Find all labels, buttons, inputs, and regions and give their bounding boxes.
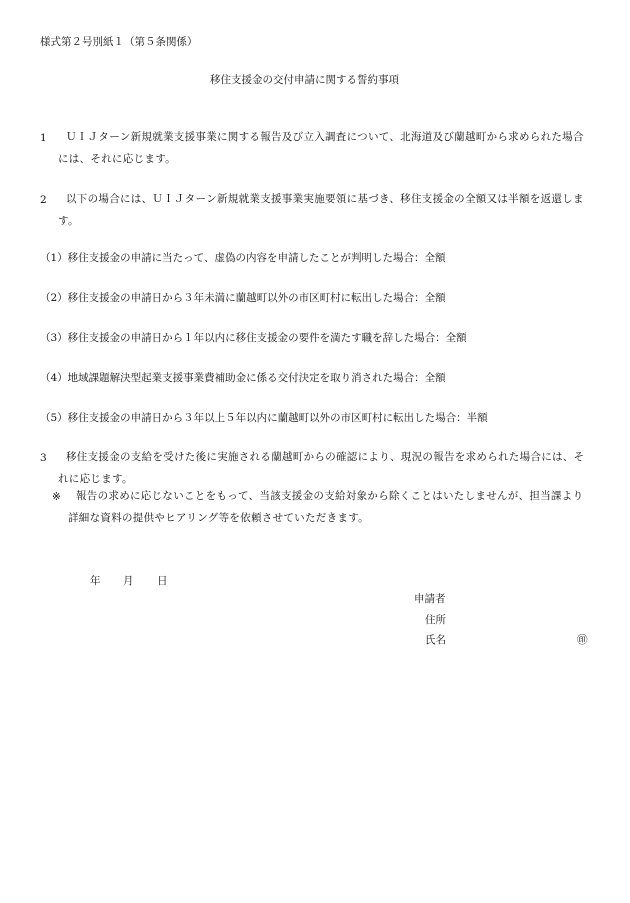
date-month: 月 — [123, 575, 134, 587]
form-id: 様式第２号別紙１（第５条関係） — [40, 36, 198, 48]
item-1-text: ＵＩＪターン新規就業支援事業に関する報告及び立入調査について、北海道及び蘭越町から求められた場合には、それに応じます。 — [58, 131, 584, 165]
note-mark: ※ — [52, 491, 61, 503]
date-year: 年 — [90, 575, 101, 587]
item-2-text: 以下の場合には、ＵＩＪターン新規就業支援事業実施要領に基づき、移住支援金の全額又は半額を返還します。 — [58, 193, 584, 227]
subitem-2: （2）移住支援金の申請日から３年未満に蘭越町以外の市区町村に転出した場合：全額 — [40, 292, 446, 304]
note-text: 報告の求めに応じないことをもって、当該支援金の支給対象から除くことはいたしませんが、担当課より詳細な資料の提供やヒアリング等を依頼させていただきます。 — [68, 490, 584, 524]
name-label: 氏名 — [425, 634, 446, 646]
item-3-number: 3 — [40, 452, 47, 464]
subitem-1: （1）移住支援金の申請に当たって、虚偽の内容を申請したことが判明した場合：全額 — [40, 252, 446, 264]
applicant-label: 申請者 — [414, 593, 446, 605]
address-label: 住所 — [425, 614, 446, 626]
subitem-4: （4）地域課題解決型起業支援事業費補助金に係る交付決定を取り消された場合：全額 — [40, 372, 446, 384]
seal-mark: ㊞ — [577, 634, 588, 646]
item-1-number: 1 — [40, 132, 47, 144]
date-day: 日 — [157, 575, 168, 587]
subitem-5: （5）移住支援金の申請日から３年以上５年以内に蘭越町以外の市区町村に転出した場合：半額 — [40, 412, 488, 424]
item-3-text: 移住支援金の支給を受けた後に実施される蘭越町からの確認により、現況の報告を求められた場合には、それに応じます。 — [58, 451, 585, 485]
document-title: 移住支援金の交付申請に関する誓約事項 — [210, 74, 399, 86]
item-2-number: 2 — [40, 194, 47, 206]
subitem-3: （3）移住支援金の申請日から１年以内に移住支援金の要件を満たす職を辞した場合：全額 — [40, 332, 467, 344]
